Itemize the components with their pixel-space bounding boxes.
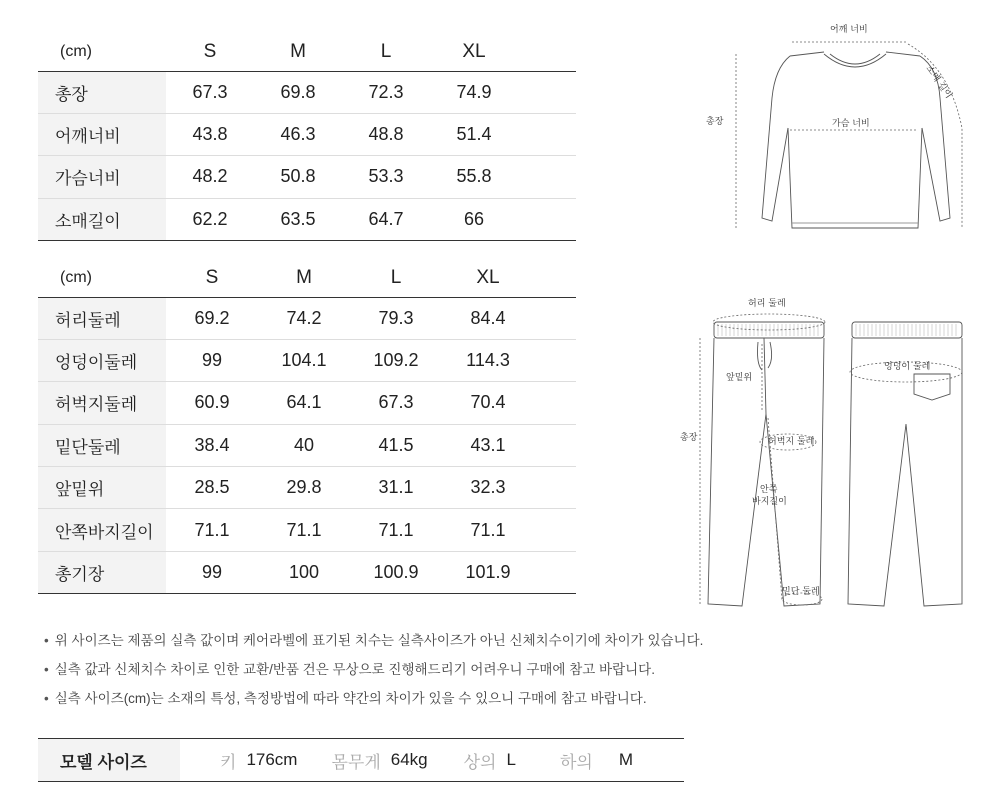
cell-value: 71.1 xyxy=(350,509,442,551)
model-size-title: 모델 사이즈 xyxy=(38,739,180,781)
cell-value: 70.4 xyxy=(442,382,534,424)
note-item: • 실측 값과 신체치수 차이로 인한 교환/반품 건은 무상으로 진행해드리기 어려우니 구매에 참고 바랍니다. xyxy=(44,660,703,689)
cell-value: 67.3 xyxy=(166,71,254,113)
cell-value: 84.4 xyxy=(442,297,534,339)
cell-value: 104.1 xyxy=(258,339,350,381)
unit-label: (cm) xyxy=(38,259,166,297)
cell-value: 69.2 xyxy=(166,297,258,339)
shirt-label-sleeve: 소매 길이 xyxy=(923,63,954,101)
top-size-table xyxy=(38,33,576,241)
pants-label-waist: 허리 둘레 xyxy=(748,299,786,309)
cell-value: 67.3 xyxy=(350,382,442,424)
cell-value: 32.3 xyxy=(442,467,534,509)
pants-label-inseam-1: 안쪽 xyxy=(760,485,778,495)
size-header-s: S xyxy=(166,259,258,297)
table-row xyxy=(38,198,576,240)
model-height xyxy=(220,748,297,773)
cell-value: 69.8 xyxy=(254,71,342,113)
cell-value: 50.8 xyxy=(254,156,342,198)
cell-value: 114.3 xyxy=(442,339,534,381)
cell-value: 66 xyxy=(430,198,518,240)
cell-value: 72.3 xyxy=(342,71,430,113)
row-label: 안쪽바지길이 xyxy=(38,509,166,551)
pants-diagram xyxy=(678,294,968,610)
table-row xyxy=(38,382,576,424)
bottom-table-header xyxy=(38,259,576,297)
cell-value: 71.1 xyxy=(166,509,258,551)
row-label: 엉덩이둘레 xyxy=(38,339,166,381)
row-label: 소매길이 xyxy=(38,198,166,240)
bottom-size-table xyxy=(38,259,576,594)
table-row xyxy=(38,509,576,551)
pants-label-thigh: 허벅지 둘레 xyxy=(768,437,815,447)
notes-list xyxy=(44,631,703,718)
cell-value: 64.7 xyxy=(342,198,430,240)
table-row xyxy=(38,424,576,466)
top-table-header xyxy=(38,33,576,71)
shirt-label-chest: 가슴 너비 xyxy=(832,119,870,129)
cell-value: 79.3 xyxy=(350,297,442,339)
pants-label-rise: 앞밑위 xyxy=(726,373,753,383)
model-top-label: 상의 xyxy=(463,752,497,772)
cell-value: 99 xyxy=(166,339,258,381)
cell-value: 99 xyxy=(166,551,258,593)
row-label: 가슴너비 xyxy=(38,156,166,198)
row-label: 허리둘레 xyxy=(38,297,166,339)
cell-value: 71.1 xyxy=(442,509,534,551)
model-bottom-value: M xyxy=(618,750,633,769)
pants-label-hem: 밑단 둘레 xyxy=(782,587,820,597)
shirt-label-length: 총장 xyxy=(706,117,724,127)
cell-value: 53.3 xyxy=(342,156,430,198)
size-header-xl: XL xyxy=(442,259,534,297)
shirt-label-shoulder: 어깨 너비 xyxy=(830,25,868,35)
cell-value: 38.4 xyxy=(166,424,258,466)
table-row xyxy=(38,156,576,198)
cell-value: 71.1 xyxy=(258,509,350,551)
cell-value: 48.8 xyxy=(342,113,430,155)
cell-value: 100.9 xyxy=(350,551,442,593)
size-header-l: L xyxy=(350,259,442,297)
cell-value: 109.2 xyxy=(350,339,442,381)
model-weight xyxy=(331,748,427,773)
cell-value: 43.8 xyxy=(166,113,254,155)
table-row xyxy=(38,297,576,339)
cell-value: 62.2 xyxy=(166,198,254,240)
cell-value: 29.8 xyxy=(258,467,350,509)
table-row xyxy=(38,113,576,155)
cell-value: 31.1 xyxy=(350,467,442,509)
table-row xyxy=(38,467,576,509)
model-weight-value: 64kg xyxy=(390,750,428,769)
cell-value: 74.2 xyxy=(258,297,350,339)
table-row xyxy=(38,551,576,593)
pants-label-inseam-2: 바지길이 xyxy=(752,497,787,507)
shirt-diagram xyxy=(700,18,975,243)
cell-value: 51.4 xyxy=(430,113,518,155)
model-height-value: 176cm xyxy=(246,750,298,769)
unit-label: (cm) xyxy=(38,33,166,71)
model-weight-label: 몸무게 xyxy=(331,752,381,772)
row-label: 총기장 xyxy=(38,551,166,593)
cell-value: 40 xyxy=(258,424,350,466)
cell-value: 43.1 xyxy=(442,424,534,466)
cell-value: 100 xyxy=(258,551,350,593)
model-size-bar xyxy=(38,738,684,782)
size-header-s: S xyxy=(166,33,254,71)
cell-value: 101.9 xyxy=(442,551,534,593)
row-label: 앞밑위 xyxy=(38,467,166,509)
table-row xyxy=(38,339,576,381)
model-bottom xyxy=(560,748,633,773)
cell-value: 60.9 xyxy=(166,382,258,424)
size-header-l: L xyxy=(342,33,430,71)
note-item: • 실측 사이즈(cm)는 소재의 특성, 측정방법에 따라 약간의 차이가 있을 수 있으니 구매에 참고 바랍니다. xyxy=(44,689,703,718)
pants-label-length: 총장 xyxy=(680,433,698,443)
row-label: 총장 xyxy=(38,71,166,113)
note-item: • 위 사이즈는 제품의 실측 값이며 케어라벨에 표기된 치수는 실측사이즈가 아닌 신체치수이기에 차이가 있습니다. xyxy=(44,631,703,660)
model-height-label: 키 xyxy=(220,752,237,772)
row-label: 허벅지둘레 xyxy=(38,382,166,424)
cell-value: 74.9 xyxy=(430,71,518,113)
pants-label-hip: 엉덩이 둘레 xyxy=(884,362,931,372)
size-header-m: M xyxy=(254,33,342,71)
row-label: 밑단둘레 xyxy=(38,424,166,466)
cell-value: 55.8 xyxy=(430,156,518,198)
cell-value: 63.5 xyxy=(254,198,342,240)
cell-value: 41.5 xyxy=(350,424,442,466)
cell-value: 48.2 xyxy=(166,156,254,198)
row-label: 어깨너비 xyxy=(38,113,166,155)
cell-value: 64.1 xyxy=(258,382,350,424)
cell-value: 28.5 xyxy=(166,467,258,509)
model-bottom-label: 하의 xyxy=(559,752,593,772)
cell-value: 46.3 xyxy=(254,113,342,155)
size-header-xl: XL xyxy=(430,33,518,71)
model-top-value: L xyxy=(506,750,516,769)
model-top xyxy=(464,748,516,773)
table-row xyxy=(38,71,576,113)
size-header-m: M xyxy=(258,259,350,297)
